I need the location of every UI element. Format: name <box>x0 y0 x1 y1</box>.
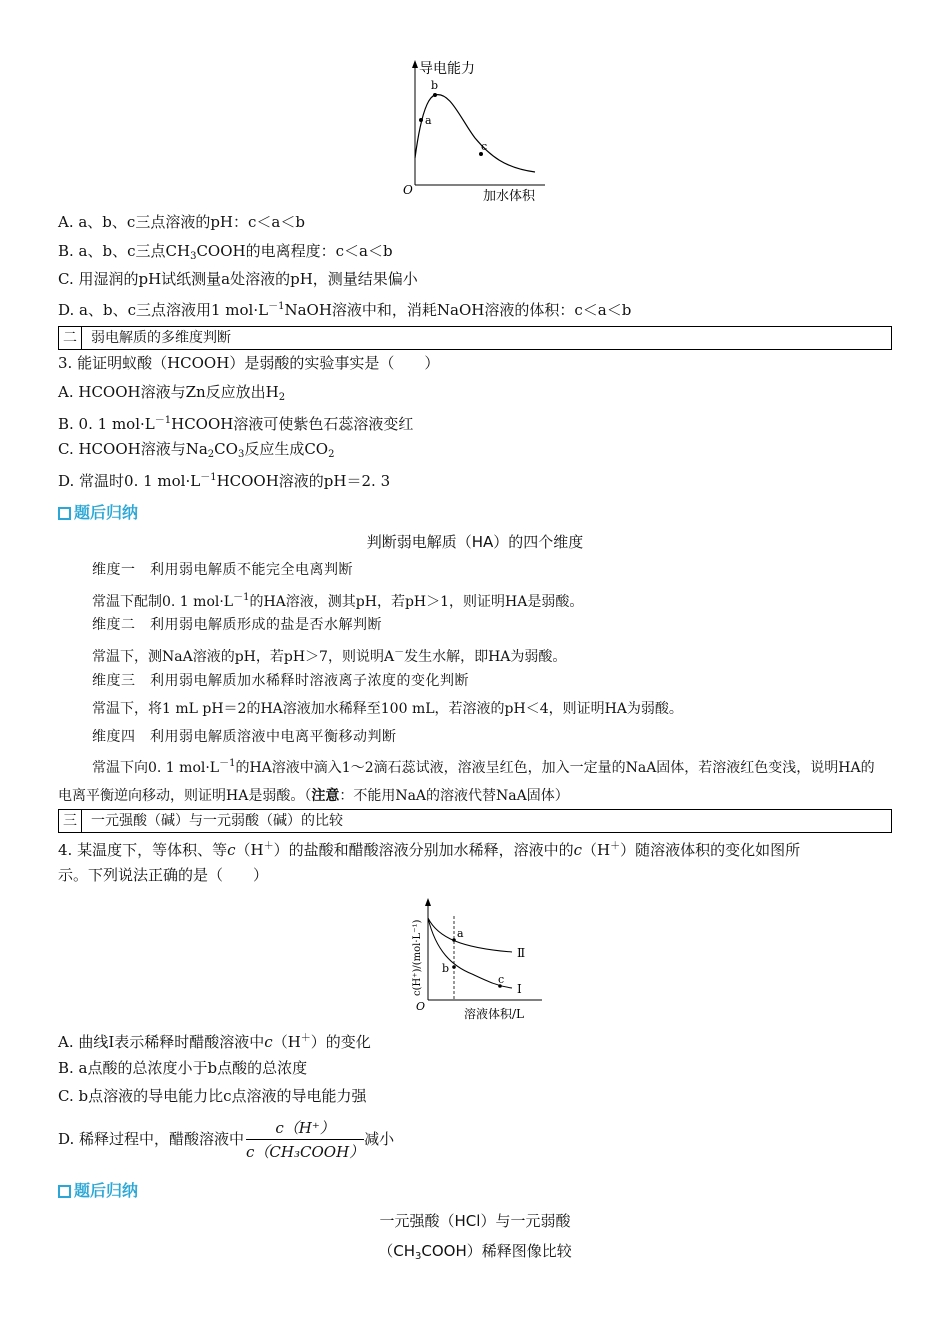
section-number: 三 <box>59 810 82 832</box>
superscript: － <box>394 647 405 658</box>
dilution-figure <box>402 896 552 1024</box>
summary-heading-1 <box>58 502 138 524</box>
text: D. 稀释过程中，醋酸溶液中 <box>58 1130 245 1148</box>
text: ）的变化 <box>310 1033 371 1051</box>
figure1-point-a: a <box>425 114 432 127</box>
section-header-3 <box>58 809 892 833</box>
subscript: 3 <box>190 251 197 262</box>
section-title: 弱电解质的多维度判断 <box>91 330 231 346</box>
text: A. HCOOH溶液与Zn反应放出H <box>58 383 279 401</box>
text: ）随溶液体积的变化如图所 <box>620 841 801 859</box>
text: CO <box>214 440 238 458</box>
q3-stem: 3. 能证明蚁酸（HCOOH）是弱酸的实验事实是（ ） <box>58 354 440 372</box>
text: HCOOH溶液的pH＝2. 3 <box>216 472 391 490</box>
figure2-curve-2-label: Ⅱ <box>517 946 526 960</box>
fraction <box>246 1117 364 1164</box>
text: A. 曲线Ⅰ表示稀释时醋酸溶液中 <box>58 1033 265 1051</box>
text: B. 0. 1 mol·L <box>58 415 155 433</box>
figure2-ylabel: c(H⁺)/(mol·L⁻¹) <box>412 919 423 996</box>
q2-option-d <box>58 296 631 321</box>
superscript: ＋ <box>300 1033 311 1044</box>
text: COOH）稀释图像比较 <box>421 1242 572 1260</box>
q3-option-b <box>58 410 413 435</box>
text: c <box>264 1033 273 1051</box>
text: （H <box>272 1033 301 1051</box>
subscript: 2 <box>278 392 286 403</box>
text: HCOOH溶液可使紫色石蕊溶液变红 <box>171 415 414 433</box>
text: （H <box>582 841 611 859</box>
summary2-title-line1: 一元强酸（HCl）与一元弱酸 <box>379 1212 571 1230</box>
text: 的HA溶液，测其pH，若pH＞1，则证明HA是弱酸。 <box>249 594 584 610</box>
checkbox-icon <box>58 507 71 520</box>
q2-option-c: C. 用湿润的pH试纸测量a处溶液的pH，测量结果偏小 <box>58 270 418 288</box>
q3-option-d <box>58 467 390 492</box>
note-label: 注意 <box>311 788 340 804</box>
superscript: －1 <box>154 415 172 426</box>
figure2-point-c: c <box>498 973 505 986</box>
text: D. 常温时0. 1 mol·L <box>58 472 201 490</box>
conductivity-figure <box>395 58 565 206</box>
text: c <box>227 841 236 859</box>
text: 常温下向0. 1 mol·L <box>92 760 220 776</box>
text: c <box>573 841 583 859</box>
dimension-3-text: 常温下，将1 mL pH＝2的HA溶液加水稀释至100 mL，若溶液的pH＜4，则证明HA为弱酸。 <box>92 701 683 717</box>
figure2-point-a: a <box>457 927 464 940</box>
figure2-curve-1-label: Ⅰ <box>517 982 522 996</box>
checkbox-icon <box>58 1185 71 1198</box>
fraction-denominator: c（CH₃COOH） <box>246 1142 365 1161</box>
summary2-title-line2 <box>0 1240 950 1268</box>
text: D. a、b、c三点溶液用1 mol·L <box>58 301 269 319</box>
text: （H <box>235 841 264 859</box>
text: B. a、b、c三点CH <box>58 242 191 260</box>
figure1-origin: O <box>403 183 413 197</box>
superscript: ＋ <box>610 841 621 852</box>
text: （CH <box>378 1242 415 1260</box>
figure2-point-b: b <box>442 962 450 975</box>
summary1-title: 判断弱电解质（HA）的四个维度 <box>366 533 584 551</box>
text: 常温下，测NaA溶液的pH，若pH＞7，则说明A <box>92 649 395 665</box>
subscript: 3 <box>237 449 245 460</box>
text: 题后归纳 <box>74 503 139 522</box>
dimension-3-heading: 维度三 利用弱电解质加水稀释时溶液离子浓度的变化判断 <box>92 673 469 689</box>
dimension-4-heading: 维度四 利用弱电解质溶液中电离平衡移动判断 <box>92 729 397 745</box>
text: NaOH溶液中和，消耗NaOH溶液的体积：c＜a＜b <box>284 301 632 319</box>
figure2-xlabel: 溶液体积/L <box>464 1007 525 1021</box>
section-number: 二 <box>59 327 82 349</box>
figure2-origin: O <box>416 1000 426 1013</box>
superscript: ＋ <box>263 841 274 852</box>
fraction-numerator: c（H⁺） <box>246 1117 364 1140</box>
superscript: －1 <box>268 301 285 312</box>
figure1-point-c: c <box>481 140 488 153</box>
dimension-2-text <box>92 642 566 668</box>
text: 题后归纳 <box>74 1181 139 1200</box>
text: 发生水解，即HA为弱酸。 <box>404 649 567 665</box>
text: 的HA溶液中滴入1～2滴石蕊试液，溶液呈红色，加入一定量的NaA固体，若溶液红色变浅，说明HA的电离平衡逆向移动，则证明HA是弱酸。（ <box>58 760 875 804</box>
superscript: －1 <box>233 592 250 603</box>
text: 减小 <box>364 1130 395 1148</box>
figure1-ylabel: 导电能力 <box>419 61 475 77</box>
text: COOH的电离程度：c＜a＜b <box>196 242 393 260</box>
dimension-2-heading: 维度二 利用弱电解质形成的盐是否水解判断 <box>92 617 382 633</box>
text: C. HCOOH溶液与Na <box>58 440 208 458</box>
dimension-4-text <box>58 750 888 810</box>
q4-option-a <box>58 1028 371 1053</box>
text: 4. 某温度下，等体积、等 <box>58 841 228 859</box>
q2-option-b <box>58 240 393 268</box>
q4-stem-line1 <box>58 836 800 861</box>
section-title: 一元强酸（碱）与一元弱酸（碱）的比较 <box>91 813 343 829</box>
subscript: 2 <box>207 449 215 460</box>
q4-option-d <box>58 1114 394 1164</box>
subscript: 2 <box>328 449 335 460</box>
text: 常温下配制0. 1 mol·L <box>92 594 234 610</box>
subscript: 3 <box>415 1251 422 1262</box>
figure1-point-b: b <box>431 79 439 92</box>
superscript: －1 <box>200 472 217 483</box>
figure1-xlabel: 加水体积 <box>483 189 536 204</box>
q4-option-b: B. a点酸的总浓度小于b点酸的总浓度 <box>58 1059 308 1077</box>
superscript: －1 <box>219 758 236 769</box>
text: 反应生成CO <box>244 440 329 458</box>
text: ：不能用NaA的溶液代替NaA固体） <box>339 788 569 804</box>
text: ）的盐酸和醋酸溶液分别加水稀释，溶液中的 <box>273 841 574 859</box>
q4-stem-line2: 示。下列说法正确的是（ ） <box>58 866 269 884</box>
section-header-2 <box>58 326 892 350</box>
summary-heading-2 <box>58 1180 138 1202</box>
dimension-1-heading: 维度一 利用弱电解质不能完全电离判断 <box>92 562 353 578</box>
q3-option-a <box>58 381 285 409</box>
dimension-1-text <box>92 587 583 613</box>
q2-option-a: A. a、b、c三点溶液的pH：c＜a＜b <box>58 213 305 231</box>
q4-option-c: C. b点溶液的导电能力比c点溶液的导电能力强 <box>58 1087 367 1105</box>
q3-option-c <box>58 438 334 466</box>
